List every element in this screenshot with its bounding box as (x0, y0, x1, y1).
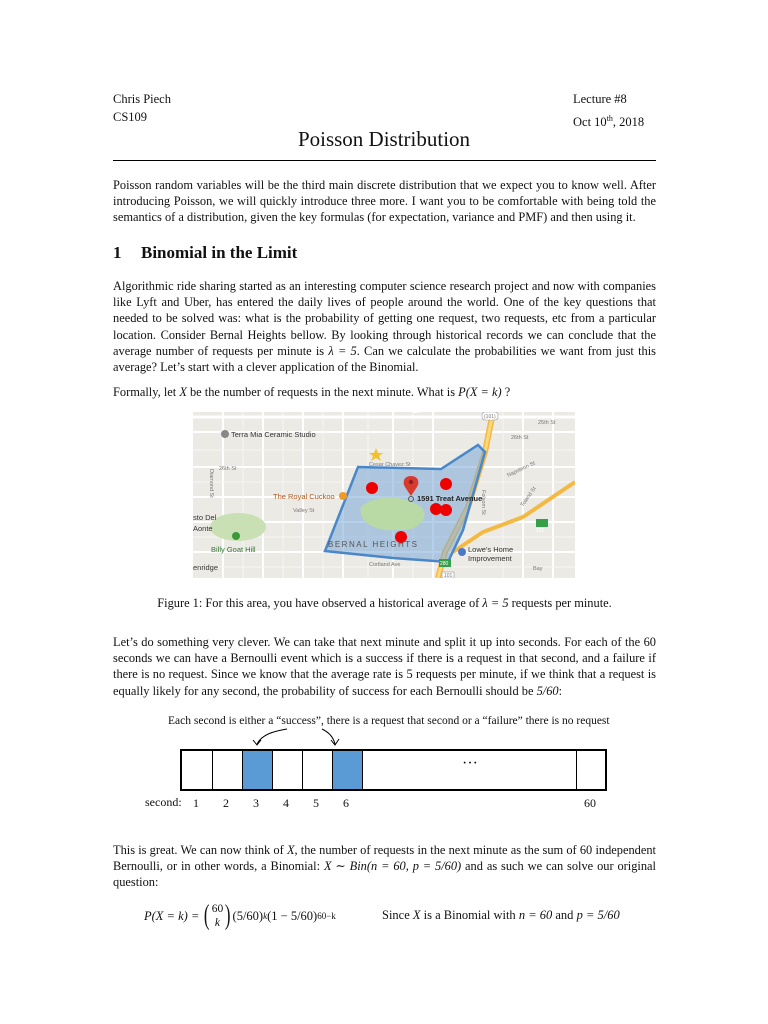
equation-note: Since X is a Binomial with n = 60 and p = 5/60 (382, 908, 620, 922)
map-label-shield: 101 (536, 528, 545, 534)
arrow-icon (257, 729, 287, 744)
diagram-annotation: Each second is either a “success”, there is a request that second or a “failure” there is no request (168, 715, 610, 727)
map-label-district-2: Aonte (193, 524, 213, 533)
second-tick: 2 (223, 796, 229, 810)
second-cell (303, 751, 333, 789)
section1-paragraph: Algorithmic ride sharing started as an interesting computer science research project and now with companies like Lyft and Uber, has entered the daily lives of people around the world. One of the key questions that needed to be solved was: what is the probability of getting one request, two requests, etc from a particular location. Consider Bernal Heights bellow. By looking through historical records we can conclude that the average number of requests per minute is λ = 5. Can we calculate the probabilities we want from just this average? Let’s start with a clever application of the Binomial. (113, 279, 656, 375)
map-label-road: Bay (533, 566, 543, 572)
park-icon (232, 532, 240, 540)
second-tick: 4 (283, 796, 289, 810)
map-label-street: Valley St (293, 508, 315, 514)
page-title: Poisson Distribution (297, 127, 471, 151)
map-label-shield: 280 (440, 561, 449, 567)
map-label-district-3: enridge (193, 563, 219, 572)
map-label-bar: The Royal Cuckoo (273, 492, 335, 501)
lecture-date: Oct 10th, 2018 (573, 114, 645, 130)
second-tick: 1 (193, 796, 199, 810)
map-label-store-2: Improvement (468, 554, 512, 563)
map-label-street: 26th St (511, 435, 529, 441)
map-label-street: Napoleon St (506, 460, 537, 479)
binomial-paragraph: This is great. We can now think of X, the number of requests in the next minute as the sum of 60 independent Bernoulli, or in other words, a Binomial: X ∼ Bin(n = 60, p = 5/60) and as such we can solve our original question: (113, 843, 657, 890)
map-label-neighborhood: BERNAL HEIGHTS (328, 540, 419, 549)
map-label-street: Toland St (519, 485, 538, 509)
map-label-park: Billy Goat Hill (211, 545, 256, 554)
map-label-studio: Terra Mia Ceramic Studio (231, 430, 316, 439)
question-paragraph: Formally, let X be the number of requests in the next minute. What is P(X = k) ? (113, 385, 511, 399)
seconds-bar (180, 749, 607, 791)
arrow-icon (322, 729, 335, 744)
request-dot (440, 478, 452, 490)
figure-caption: Figure 1: For this area, you have observed a historical average of λ = 5 requests per minute. (157, 596, 612, 610)
course: CS109 (113, 110, 148, 124)
second-tick: 3 (253, 796, 259, 810)
binomial-coefficient: 60 k (211, 903, 224, 929)
map-label-address: 1591 Treat Avenue (417, 494, 483, 503)
map-label-street: Diamond St (208, 469, 214, 498)
section-heading: 1 Binomial in the Limit (113, 243, 298, 262)
bar-icon (339, 492, 347, 500)
second-tick: 6 (343, 796, 349, 810)
second-cell (182, 751, 213, 789)
seconds-label: second: (145, 795, 182, 809)
bernal-heights-map (193, 412, 575, 578)
studio-icon (221, 430, 229, 438)
map-label-shield: 101 (444, 573, 453, 578)
map-label-street: Folsom St (480, 490, 486, 515)
second-tick: 60 (584, 796, 596, 810)
binomial-equation: P(X = k) = ( 60 k ) (5/60) k (1 − 5/60) 60−k (144, 900, 336, 931)
second-cell (273, 751, 303, 789)
author: Chris Piech (113, 92, 171, 106)
map-label-street: Cortland Ave (369, 562, 401, 568)
ellipsis: ··· (462, 755, 478, 772)
store-icon (458, 548, 466, 556)
map-label-street: Cesar Chavez St (369, 462, 411, 468)
map-label-store-1: Lowe's Home (468, 545, 514, 554)
lecture-number: Lecture #8 (573, 92, 627, 106)
second-cell-success (333, 751, 363, 789)
request-dot (366, 482, 378, 494)
bernoulli-paragraph: Let’s do something very clever. We can take that next minute and split it up into seconds. For each of the 60 seconds we can have a Bernoulli event which is a success if there is a request in that second, and a failure if there is no request. Since we know that the average rate is 5 requests per minute, if we think that a request is equally likely for any second, the probability of success for each Bernoulli should be 5/60: (113, 635, 656, 698)
intro-paragraph: Poisson random variables will be the third main discrete distribution that we expect you to know well. After introducing Poisson, we will quickly introduce three more. I want you to be comfortable with being told the semantics of a distribution, given the key formulas (for expectation, variance and PMF) and then using it. (113, 178, 656, 225)
second-cell (213, 751, 243, 789)
annotation-arrows (240, 726, 360, 750)
request-dot (440, 504, 452, 516)
map-label-district-1: sto Del (193, 513, 217, 522)
second-tick: 5 (313, 796, 319, 810)
map-label-street: 26th St (219, 466, 237, 472)
map-label-shield: (101) (484, 414, 496, 420)
map-label-street: 25th St (538, 420, 556, 426)
title-rule (113, 160, 656, 161)
second-cell-success (243, 751, 273, 789)
